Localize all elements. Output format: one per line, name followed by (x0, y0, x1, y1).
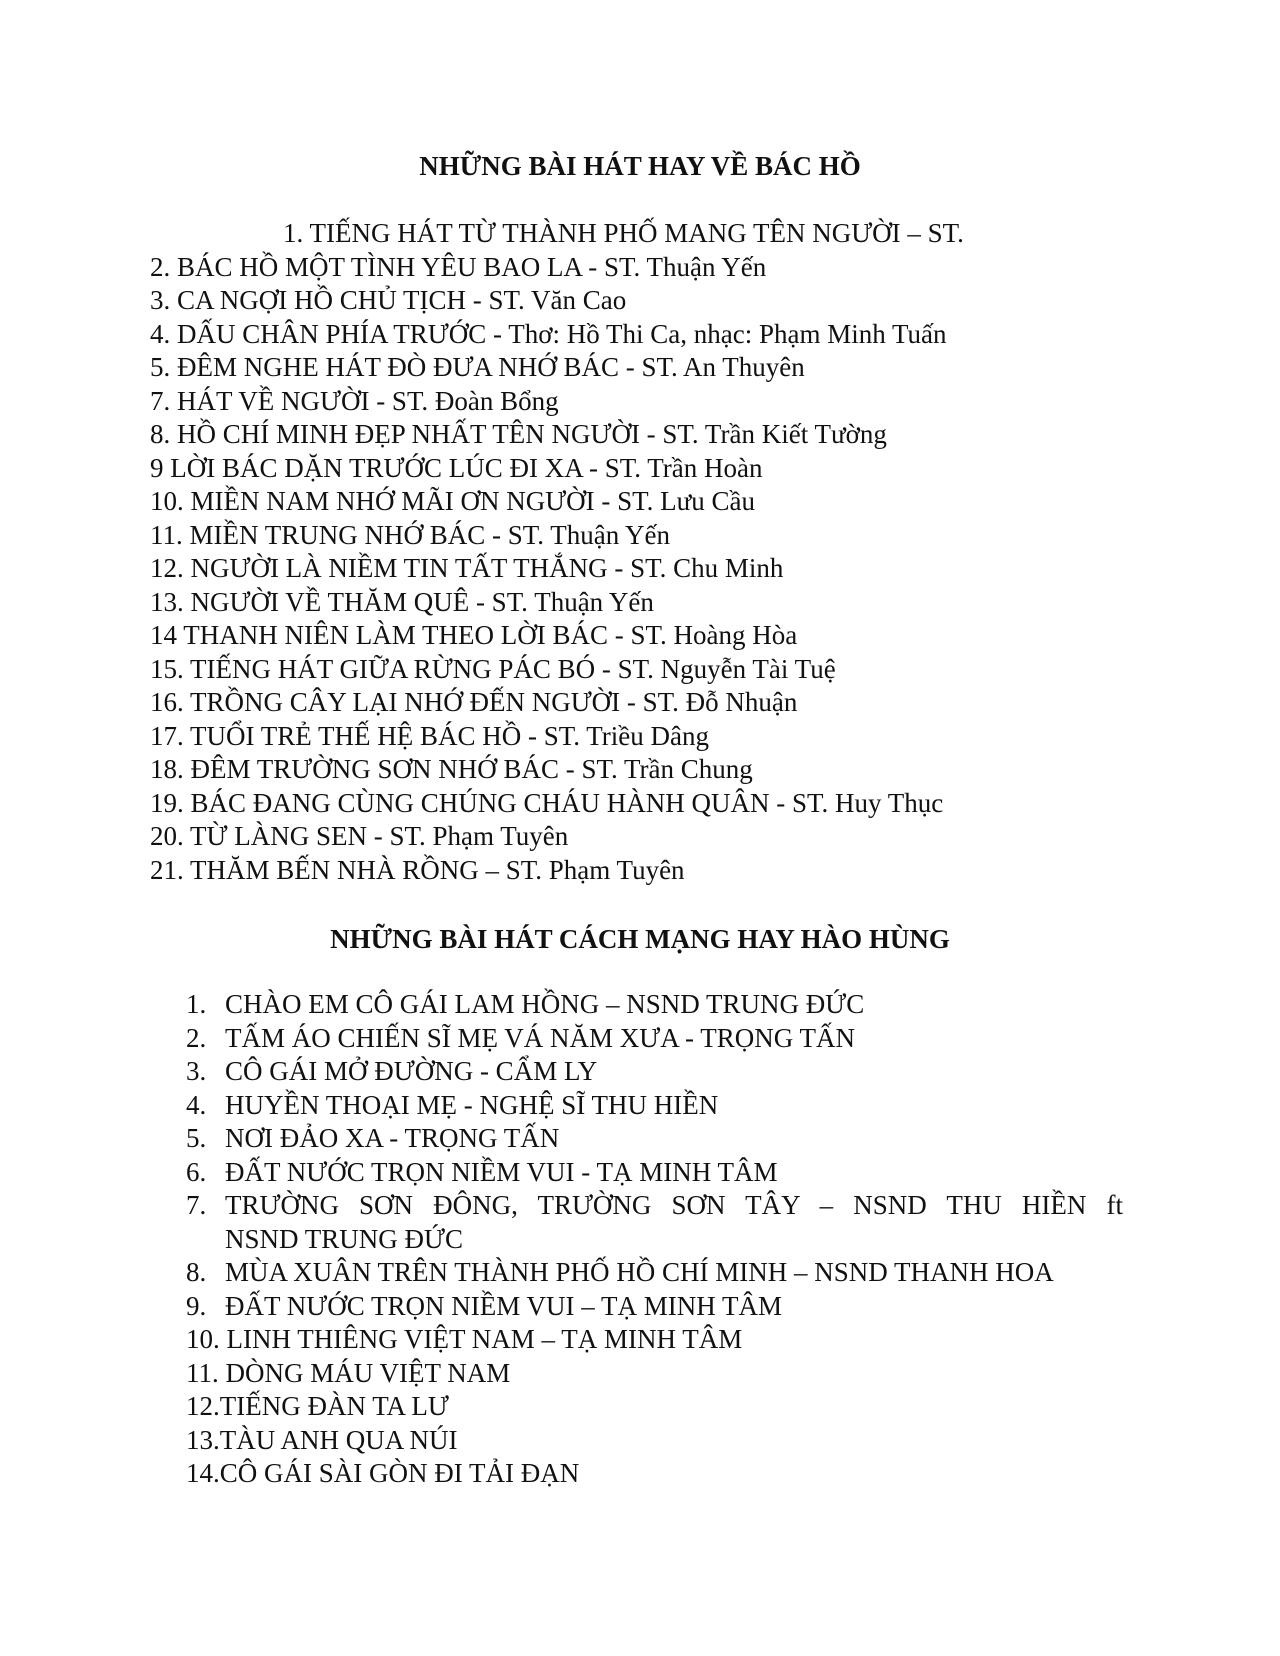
list-item-number: 9. (186, 1291, 207, 1321)
list-item: MÙA XUÂN TRÊN THÀNH PHỐ HỒ CHÍ MINH – NSND THANH HOA (225, 1257, 1054, 1287)
list-item-number: 4. (186, 1090, 207, 1120)
list-item: 2. BÁC HỒ MỘT TÌNH YÊU BAO LA - ST. Thuận Yến (150, 252, 767, 282)
list-item: 14 THANH NIÊN LÀM THEO LỜI BÁC - ST. Hoàng Hòa (150, 620, 798, 650)
list-item: 4. DẤU CHÂN PHÍA TRƯỚC - Thơ: Hồ Thi Ca, nhạc: Phạm Minh Tuấn (150, 319, 947, 349)
list-item: 13.TÀU ANH QUA NÚI (186, 1425, 458, 1455)
list-item: ĐẤT NƯỚC TRỌN NIỀM VUI – TẠ MINH TÂM (225, 1291, 782, 1321)
list-item: TRƯỜNG SƠN ĐÔNG, TRƯỜNG SƠN TÂY – NSND THU HIỀN ft (225, 1190, 1123, 1220)
list-item: 15. TIẾNG HÁT GIỮA RỪNG PÁC BÓ - ST. Nguyễn Tài Tuệ (150, 654, 836, 684)
list-item: 14.CÔ GÁI SÀI GÒN ĐI TẢI ĐẠN (186, 1458, 580, 1488)
section-heading-bac-ho: NHỮNG BÀI HÁT HAY VỀ BÁC HỒ (419, 151, 861, 181)
list-item: 5. ĐÊM NGHE HÁT ĐÒ ĐƯA NHỚ BÁC - ST. An Thuyên (150, 352, 805, 382)
list-item: 12. NGƯỜI LÀ NIỀM TIN TẤT THẮNG - ST. Chu Minh (150, 553, 784, 583)
list-item-number: 5. (186, 1123, 207, 1153)
list-item: 17. TUỔI TRẺ THẾ HỆ BÁC HỒ - ST. Triều Dâng (150, 721, 710, 751)
list-item: 3. CA NGỢI HỒ CHỦ TỊCH - ST. Văn Cao (150, 285, 627, 315)
list-item-number: 1. (186, 989, 207, 1019)
list-item-number: 8. (186, 1257, 207, 1287)
list-item: 19. BÁC ĐANG CÙNG CHÚNG CHÁU HÀNH QUÂN - ST. Huy Thục (150, 788, 944, 818)
list-item-continuation: NSND TRUNG ĐỨC (225, 1224, 463, 1254)
list-item: 20. TỪ LÀNG SEN - ST. Phạm Tuyên (150, 821, 569, 851)
list-item: CHÀO EM CÔ GÁI LAM HỒNG – NSND TRUNG ĐỨC (225, 989, 865, 1019)
list-item: CÔ GÁI MỞ ĐƯỜNG - CẨM LY (225, 1056, 598, 1086)
list-item: 10. LINH THIÊNG VIỆT NAM – TẠ MINH TÂM (186, 1324, 743, 1354)
list-item: 9 LỜI BÁC DẶN TRƯỚC LÚC ĐI XA - ST. Trần Hoàn (150, 453, 763, 483)
list-item: HUYỀN THOẠI MẸ - NGHỆ SĨ THU HIỀN (225, 1090, 719, 1120)
section-heading-cach-mang: NHỮNG BÀI HÁT CÁCH MẠNG HAY HÀO HÙNG (330, 924, 950, 954)
list-item-number: 6. (186, 1157, 207, 1187)
list-item-number: 2. (186, 1023, 207, 1053)
list-item: TẤM ÁO CHIẾN SĨ MẸ VÁ NĂM XƯA - TRỌNG TẤN (225, 1023, 855, 1053)
list-item: NƠI ĐẢO XA - TRỌNG TẤN (225, 1123, 560, 1153)
list-item: 16. TRỒNG CÂY LẠI NHỚ ĐẾN NGƯỜI - ST. Đỗ Nhuận (150, 687, 798, 717)
list-item: 12.TIẾNG ĐÀN TA LƯ (186, 1391, 449, 1421)
list-item: 7. HÁT VỀ NGƯỜI - ST. Đoàn Bổng (150, 386, 559, 416)
list-item: 1. TIẾNG HÁT TỪ THÀNH PHỐ MANG TÊN NGƯỜI – ST. (283, 218, 964, 248)
list-item: 13. NGƯỜI VỀ THĂM QUÊ - ST. Thuận Yến (150, 587, 654, 617)
list-item-number: 7. (186, 1190, 207, 1220)
list-item: 10. MIỀN NAM NHỚ MÃI ƠN NGƯỜI - ST. Lưu Cầu (150, 486, 756, 516)
list-item: 11. MIỀN TRUNG NHỚ BÁC - ST. Thuận Yến (150, 520, 670, 550)
list-item: 21. THĂM BẾN NHÀ RỒNG – ST. Phạm Tuyên (150, 855, 685, 885)
list-item: 8. HỒ CHÍ MINH ĐẸP NHẤT TÊN NGƯỜI - ST. Trần Kiết Tường (150, 419, 887, 449)
list-item: ĐẤT NƯỚC TRỌN NIỀM VUI - TẠ MINH TÂM (225, 1157, 778, 1187)
list-item-number: 3. (186, 1056, 207, 1086)
list-item: 18. ĐÊM TRƯỜNG SƠN NHỚ BÁC - ST. Trần Chung (150, 754, 753, 784)
list-item: 11. DÒNG MÁU VIỆT NAM (186, 1358, 511, 1388)
